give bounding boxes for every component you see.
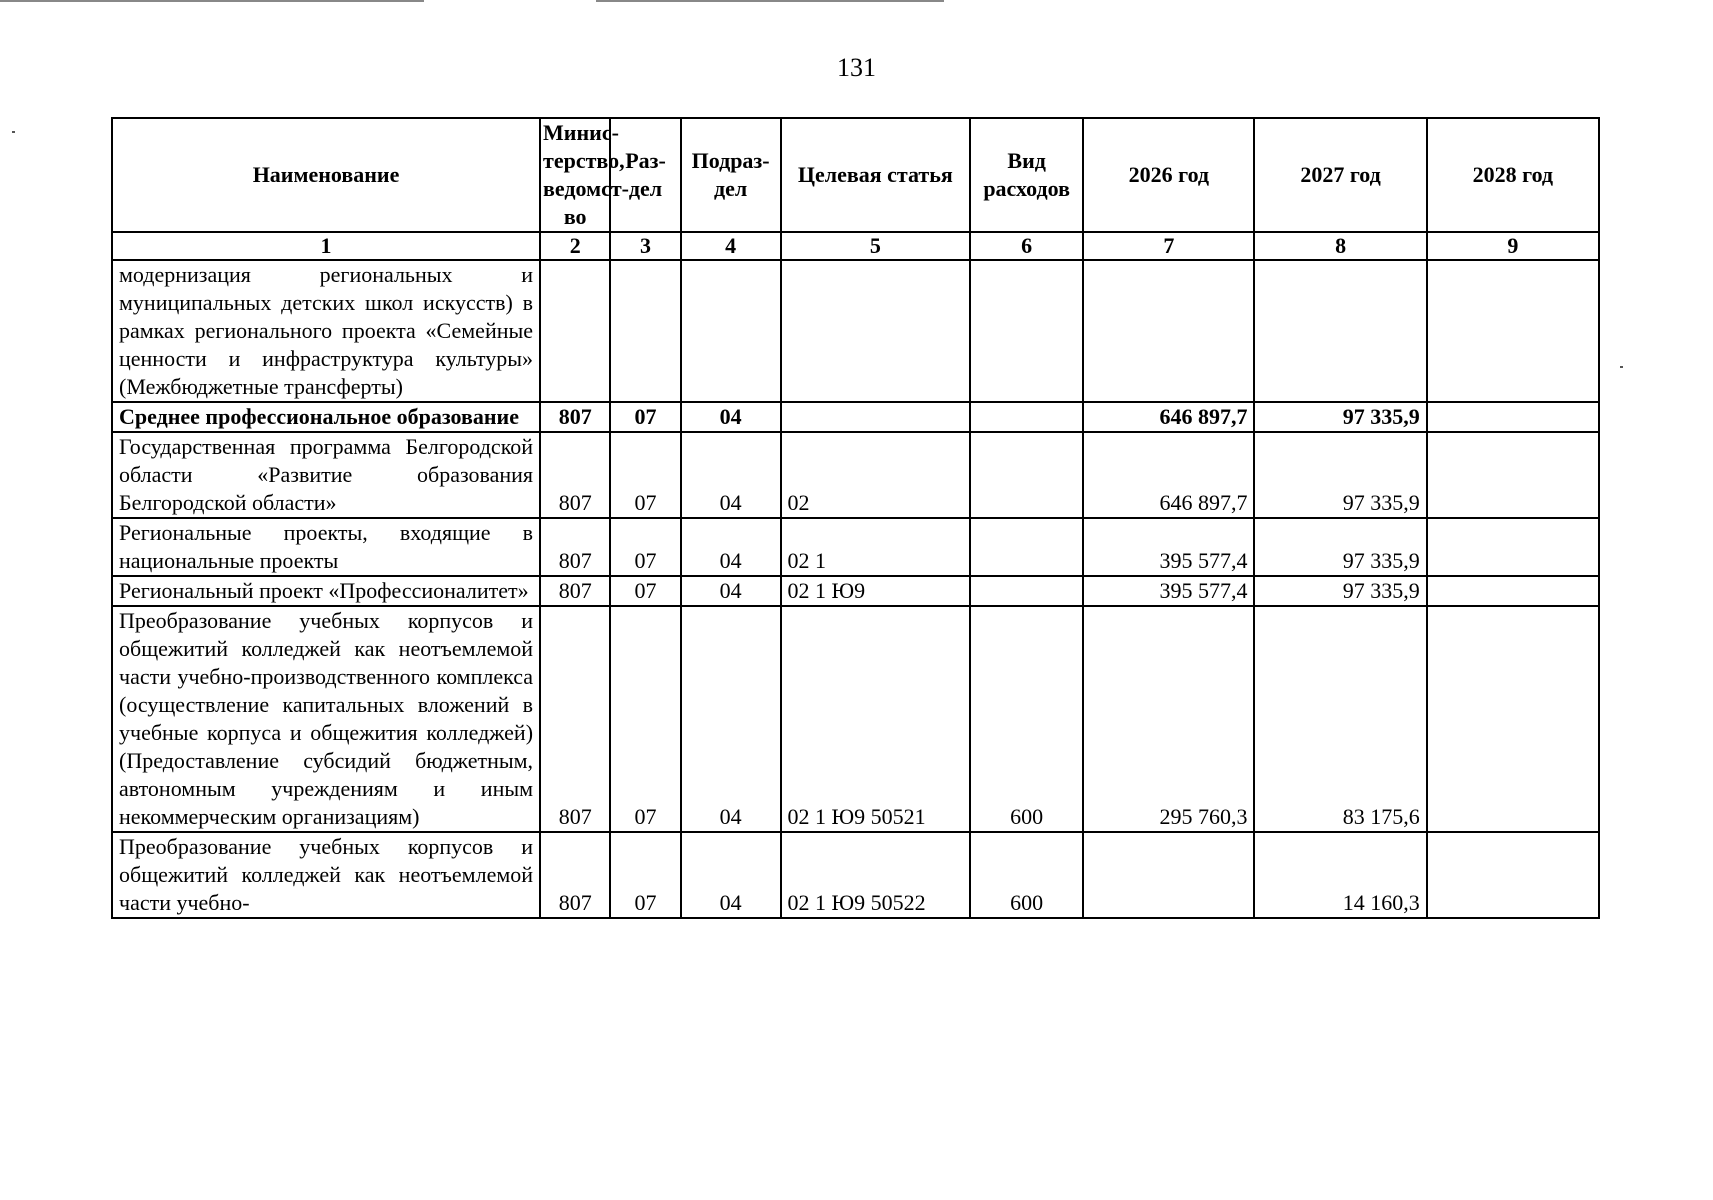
- budget-table: [111, 117, 1600, 919]
- row-ministry-cell: [540, 260, 610, 402]
- row-2027-amount-cell: 97 335,9: [1254, 432, 1426, 518]
- row-target-cell: 02 1 Ю9: [781, 576, 971, 606]
- row-name-cell: Региональные проекты, входящие в национальные проекты: [112, 518, 540, 576]
- row-expense-type-cell: [970, 402, 1083, 432]
- row-subsection-cell: [681, 260, 781, 402]
- row-section-cell: [610, 260, 680, 402]
- header-name: Наименование: [112, 118, 540, 232]
- row-name-cell: Региональный проект «Профессионалитет»: [112, 576, 540, 606]
- row-2026-amount-cell: [1083, 260, 1254, 402]
- table-row: [112, 832, 1599, 918]
- table-row: [112, 576, 1599, 606]
- column-index: 1: [112, 232, 540, 260]
- column-index: 5: [781, 232, 971, 260]
- row-ministry-cell: 807: [540, 576, 610, 606]
- row-target-cell: 02 1: [781, 518, 971, 576]
- column-index: 7: [1083, 232, 1254, 260]
- row-2026-amount-cell: 646 897,7: [1083, 402, 1254, 432]
- row-subsection-cell: 04: [681, 518, 781, 576]
- row-ministry-cell: 807: [540, 832, 610, 918]
- row-2026-amount-cell: 395 577,4: [1083, 576, 1254, 606]
- row-2026-amount-cell: 295 760,3: [1083, 606, 1254, 832]
- row-2028-amount-cell: [1427, 518, 1599, 576]
- table-row: [112, 260, 1599, 402]
- row-target-cell: 02 1 Ю9 50522: [781, 832, 971, 918]
- row-2026-amount-cell: 395 577,4: [1083, 518, 1254, 576]
- row-target-cell: [781, 402, 971, 432]
- row-name-cell: Преобразование учебных корпусов и общежитий колледжей как неотъемлемой части учебно-производственного комплекса (осуществление капитальных вложений в учебные корпуса и общежития колледжей) (Предоставление субсидий бюджетным, автономным учреждениям и иным некоммерческим организациям): [112, 606, 540, 832]
- column-index: 2: [540, 232, 610, 260]
- header-year-2027: 2027 год: [1254, 118, 1426, 232]
- row-2027-amount-cell: 97 335,9: [1254, 518, 1426, 576]
- column-index: 6: [970, 232, 1083, 260]
- row-2028-amount-cell: [1427, 432, 1599, 518]
- row-section-cell: 07: [610, 402, 680, 432]
- row-2028-amount-cell: [1427, 576, 1599, 606]
- table-row: [112, 518, 1599, 576]
- column-index: 4: [681, 232, 781, 260]
- row-expense-type-cell: 600: [970, 832, 1083, 918]
- row-2026-amount-cell: [1083, 832, 1254, 918]
- column-index: 3: [610, 232, 680, 260]
- row-name-cell: Среднее профессиональное образование: [112, 402, 540, 432]
- row-2027-amount-cell: 97 335,9: [1254, 576, 1426, 606]
- row-target-cell: [781, 260, 971, 402]
- row-2027-amount-cell: 83 175,6: [1254, 606, 1426, 832]
- row-target-cell: 02: [781, 432, 971, 518]
- row-name-cell: модернизация региональных и муниципальных детских школ искусств) в рамках регионального проекта «Семейные ценности и инфраструктура культуры» (Межбюджетные трансферты): [112, 260, 540, 402]
- row-2027-amount-cell: 97 335,9: [1254, 402, 1426, 432]
- row-section-cell: 07: [610, 606, 680, 832]
- row-section-cell: 07: [610, 518, 680, 576]
- row-target-cell: 02 1 Ю9 50521: [781, 606, 971, 832]
- row-2027-amount-cell: 14 160,3: [1254, 832, 1426, 918]
- row-2028-amount-cell: [1427, 260, 1599, 402]
- table-body: [112, 260, 1599, 918]
- row-subsection-cell: 04: [681, 402, 781, 432]
- row-2027-amount-cell: [1254, 260, 1426, 402]
- row-ministry-cell: 807: [540, 432, 610, 518]
- row-expense-type-cell: [970, 432, 1083, 518]
- column-index: 9: [1427, 232, 1599, 260]
- row-section-cell: 07: [610, 832, 680, 918]
- header-year-2026: 2026 год: [1083, 118, 1254, 232]
- row-expense-type-cell: [970, 260, 1083, 402]
- column-index: 8: [1254, 232, 1426, 260]
- row-subsection-cell: 04: [681, 576, 781, 606]
- row-name-cell: Государственная программа Белгородской области «Развитие образования Белгородской области»: [112, 432, 540, 518]
- page-number: 131: [837, 53, 876, 82]
- scan-speck: [1620, 366, 1623, 368]
- row-name-cell: Преобразование учебных корпусов и общежитий колледжей как неотъемлемой части учебно-: [112, 832, 540, 918]
- row-section-cell: 07: [610, 432, 680, 518]
- header-expense-type: Вид расходов: [970, 118, 1083, 232]
- table-row: [112, 402, 1599, 432]
- row-2026-amount-cell: 646 897,7: [1083, 432, 1254, 518]
- row-expense-type-cell: [970, 518, 1083, 576]
- row-section-cell: 07: [610, 576, 680, 606]
- row-expense-type-cell: [970, 576, 1083, 606]
- row-ministry-cell: 807: [540, 402, 610, 432]
- row-subsection-cell: 04: [681, 432, 781, 518]
- header-ministry: Минис-терство, ведомст-во: [540, 118, 610, 232]
- table-header-row: [112, 118, 1599, 232]
- scan-edge-line: [0, 0, 424, 2]
- header-section: Раз-дел: [610, 118, 680, 232]
- scan-edge-line: [596, 0, 944, 2]
- row-2028-amount-cell: [1427, 832, 1599, 918]
- table-row: [112, 432, 1599, 518]
- row-2028-amount-cell: [1427, 606, 1599, 832]
- scan-speck: [12, 131, 15, 133]
- row-ministry-cell: 807: [540, 518, 610, 576]
- row-subsection-cell: 04: [681, 606, 781, 832]
- table-row: [112, 606, 1599, 832]
- row-ministry-cell: 807: [540, 606, 610, 832]
- row-expense-type-cell: 600: [970, 606, 1083, 832]
- row-2028-amount-cell: [1427, 402, 1599, 432]
- header-subsection: Подраз-дел: [681, 118, 781, 232]
- header-target: Целевая статья: [781, 118, 971, 232]
- column-index-row: [112, 232, 1599, 260]
- row-subsection-cell: 04: [681, 832, 781, 918]
- header-year-2028: 2028 год: [1427, 118, 1599, 232]
